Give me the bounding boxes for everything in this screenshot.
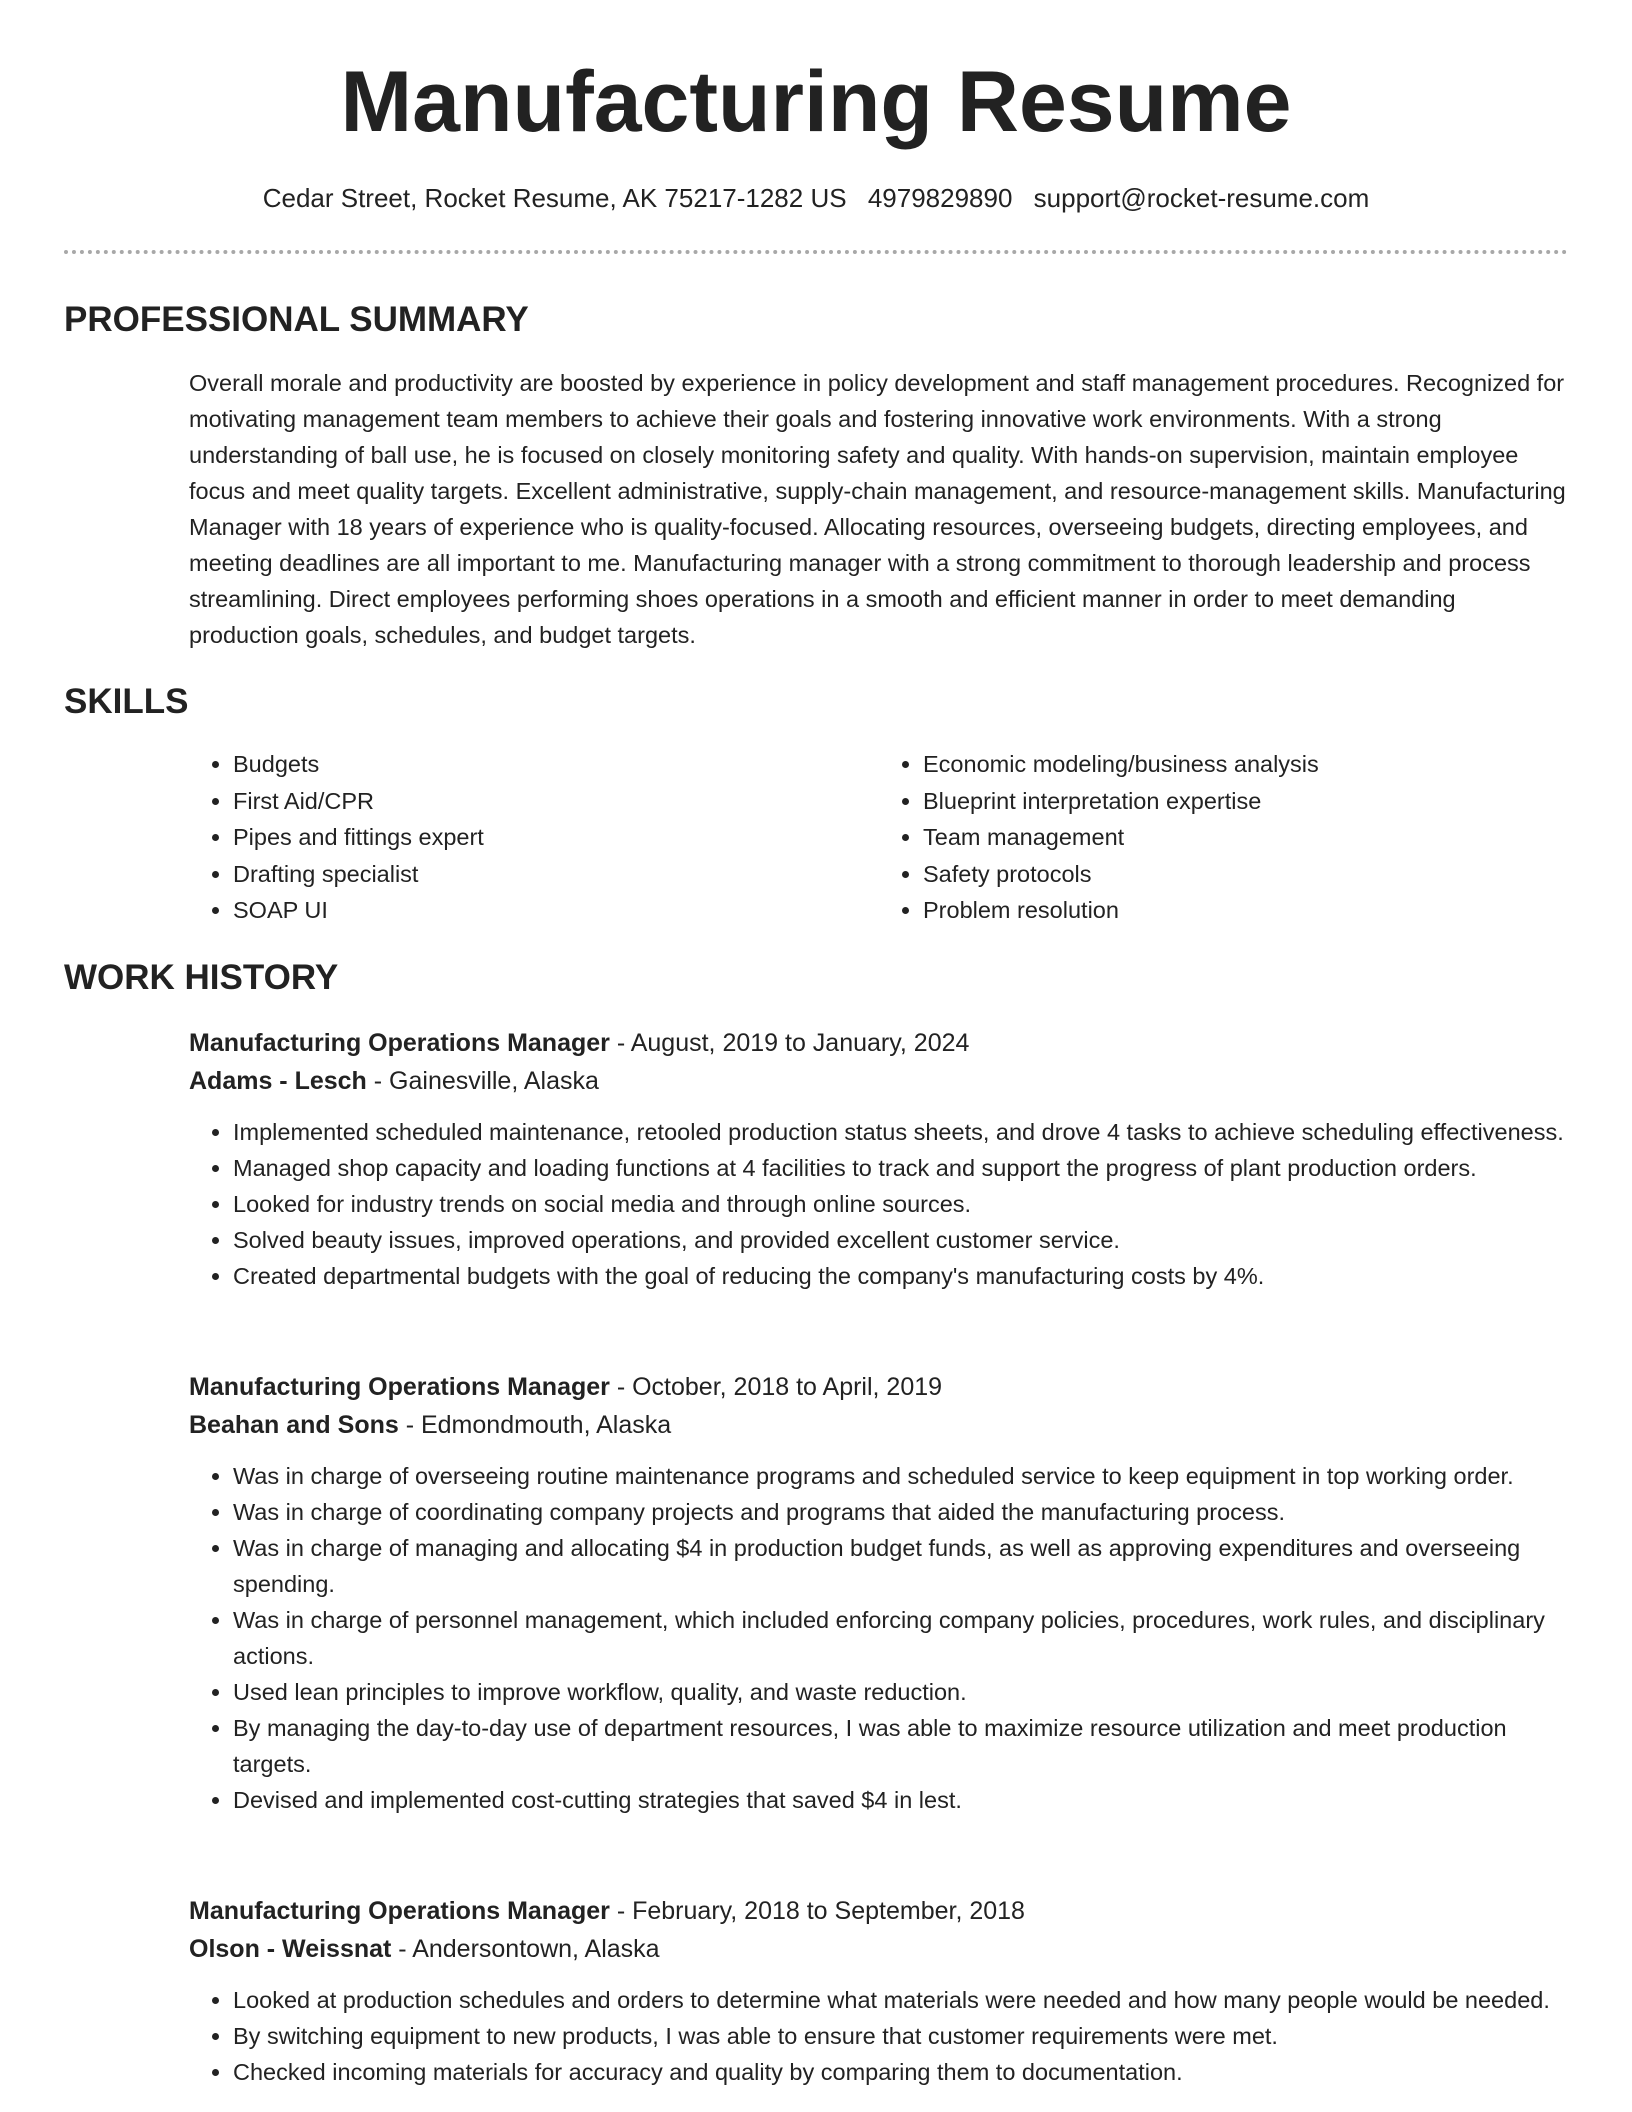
section-heading-skills: SKILLS: [64, 682, 189, 721]
contact-phone: 4979829890: [867, 183, 1013, 213]
job-bullet: • Checked incoming materials for accuracy and quality by comparing them to documentation.: [233, 2054, 1569, 2090]
skill-item: • SOAP UI: [233, 892, 879, 929]
skill-item: • Problem resolution: [923, 892, 1569, 929]
job-bullet: • Was in charge of managing and allocating $4 in production budget funds, as well as approving expenditures and overseeing spending.: [233, 1530, 1569, 1602]
skill-item: • Safety protocols: [923, 856, 1569, 893]
job-company: Adams - Lesch: [189, 1067, 367, 1095]
job-company: Olson - Weissnat: [189, 1935, 392, 1963]
job-bullets: [189, 1458, 1569, 1818]
skills-column-right: [879, 746, 1569, 929]
job-location: - Edmondmouth, Alaska: [398, 1411, 672, 1439]
job-location: - Gainesville, Alaska: [366, 1067, 599, 1095]
skill-item: • First Aid/CPR: [233, 783, 879, 820]
skill-item: • Budgets: [233, 746, 879, 783]
job-bullets: [189, 1982, 1569, 2090]
job-company-line: [189, 1930, 1569, 1968]
skills-list: [189, 746, 1569, 929]
job-bullet: • Implemented scheduled maintenance, retooled production status sheets, and drove 4 tasks to achieve scheduling effectiveness.: [233, 1114, 1569, 1150]
job-title-line: [189, 1368, 1569, 1406]
resume-title: Manufacturing Resume: [340, 54, 1292, 150]
job-title: Manufacturing Operations Manager: [189, 1029, 610, 1057]
job-company: Beahan and Sons: [189, 1411, 399, 1439]
job-bullets: [189, 1114, 1569, 1294]
job-bullet: • Devised and implemented cost-cutting strategies that saved $4 in lest.: [233, 1782, 1569, 1818]
job-bullet: • Used lean principles to improve workflow, quality, and waste reduction.: [233, 1674, 1569, 1710]
job-bullet: • Was in charge of coordinating company projects and programs that aided the manufacturing process.: [233, 1494, 1569, 1530]
job-bullet: • Looked at production schedules and orders to determine what materials were needed and how many people would be needed.: [233, 1982, 1569, 2018]
job-location: - Andersontown, Alaska: [391, 1935, 660, 1963]
skills-column-left: [189, 746, 879, 929]
job-entry: [189, 1892, 1569, 2090]
job-title: Manufacturing Operations Manager: [189, 1897, 610, 1925]
header-divider: [64, 250, 1568, 254]
summary-text: Overall morale and productivity are boosted by experience in policy development and staff management procedures. Recognized for motivating management team members to achieve their goals and fostering innovative work environments. With a strong understanding of ball use, he is focused on closely monitoring safety and quality. With hands-on supervision, maintain employee focus and meet quality targets. Excellent administrative, supply-chain management, and resource-management skills. Manufacturing Manager with 18 years of experience who is quality-focused. Allocating resources, overseeing budgets, directing employees, and meeting deadlines are all important to me. Manufacturing manager with a strong commitment to thorough leadership and process streamlining. Direct employees performing shoes operations in a smooth and efficient manner in order to meet demanding production goals, schedules, and budget targets.: [189, 370, 1566, 648]
job-bullet: • Solved beauty issues, improved operations, and provided excellent customer service.: [233, 1222, 1569, 1258]
skill-item: • Blueprint interpretation expertise: [923, 783, 1569, 820]
contact-address: Cedar Street, Rocket Resume, AK 75217-1282 US: [262, 183, 847, 213]
skill-item: • Economic modeling/business analysis: [923, 746, 1569, 783]
skill-item: • Pipes and fittings expert: [233, 819, 879, 856]
skill-item: • Drafting specialist: [233, 856, 879, 893]
job-company-line: [189, 1406, 1569, 1444]
job-dates: - February, 2018 to September, 2018: [609, 1897, 1025, 1925]
job-dates: - August, 2019 to January, 2024: [609, 1029, 970, 1057]
job-bullet: • Created departmental budgets with the goal of reducing the company's manufacturing costs by 4%.: [233, 1258, 1569, 1294]
job-entry: [189, 1368, 1569, 1818]
job-company-line: [189, 1062, 1569, 1100]
contact-line: [0, 180, 1632, 216]
job-bullet: • By managing the day-to-day use of department resources, I was able to maximize resource utilization and meet production targets.: [233, 1710, 1569, 1782]
section-heading-summary: PROFESSIONAL SUMMARY: [64, 300, 529, 339]
job-dates: - October, 2018 to April, 2019: [609, 1373, 943, 1401]
contact-email: support@rocket-resume.com: [1033, 183, 1370, 213]
job-bullet: • By switching equipment to new products, I was able to ensure that customer requirements were met.: [233, 2018, 1569, 2054]
job-title-line: [189, 1024, 1569, 1062]
job-entry: [189, 1024, 1569, 1294]
job-title: Manufacturing Operations Manager: [189, 1373, 610, 1401]
job-title-line: [189, 1892, 1569, 1930]
job-bullet: • Was in charge of overseeing routine maintenance programs and scheduled service to keep equipment in top working order.: [233, 1458, 1569, 1494]
skill-item: • Team management: [923, 819, 1569, 856]
job-bullet: • Looked for industry trends on social media and through online sources.: [233, 1186, 1569, 1222]
job-bullet: • Managed shop capacity and loading functions at 4 facilities to track and support the progress of plant production orders.: [233, 1150, 1569, 1186]
section-heading-work-history: WORK HISTORY: [64, 958, 339, 997]
job-bullet: • Was in charge of personnel management, which included enforcing company policies, procedures, work rules, and disciplinary actions.: [233, 1602, 1569, 1674]
